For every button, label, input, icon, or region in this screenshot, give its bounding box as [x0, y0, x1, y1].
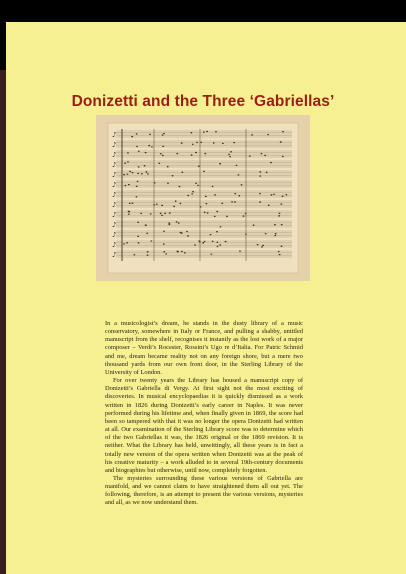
paragraph-1: In a musicologist’s dream, he stands in the dusty library of a music conservatory, somewhere in Italy or France, and pulling a shabby, untitled manuscript from the shelf, recognises it instantly as the lost work of a major composer – Verdi’s Rocester, Rossini’s Ugo re d’Italia. For Patric Schmid and me, dream became reality not on any foreign shore, but a mere two thousand yards from our own front door, in the Sterling Library of the University of London. [105, 320, 303, 376]
svg-text:♪: ♪ [112, 251, 117, 259]
svg-text:♪: ♪ [112, 221, 117, 229]
paragraph-3: The mysteries surrounding these various versions of Gabriella are manifold, and we cannot claim to have straightened them all out yet. The following, therefore, is an attempt to present the various versions, mysteries and all, as we now understand them. [105, 474, 303, 507]
music-manuscript-image [96, 115, 310, 281]
svg-text:♪: ♪ [112, 211, 117, 219]
svg-text:♪: ♪ [112, 191, 117, 199]
svg-text:♪: ♪ [112, 181, 117, 189]
svg-text:♪: ♪ [112, 131, 117, 139]
svg-text:♪: ♪ [112, 241, 117, 249]
paragraph-2: For over twenty years the Library has housed a manuscript copy of Donizetti’s Gabriella di Vergy. At first sight not the most exciting of discoveries. In musical encyclopaedias it is quickly dismissed as a work written in 1826 during Donizetti’s early career in Naples. It was never performed during his lifetime and, when finally given in 1869, the score had been so tampered with that it was no longer the opera Donizetti had written at all. Our examination of the Sterling Library score was to determine which of the two Gabriellas it was, the 1826 original or the 1869 revision. It is neither. What the Library has held, unwittingly, all these years is in fact a totally new version of the opera written when Donizetti was at the peak of his creative maturity – a work alluded to in several 19th-century documents and biographies but otherwise, until now, completely forgotten. [105, 377, 303, 474]
left-edge-strip [0, 70, 6, 574]
svg-text:♪: ♪ [112, 161, 117, 169]
svg-text:♪: ♪ [112, 141, 117, 149]
manuscript-image [96, 115, 310, 281]
article-body [105, 320, 303, 508]
svg-text:♪: ♪ [112, 171, 117, 179]
svg-text:♪: ♪ [112, 201, 117, 209]
svg-text:♪: ♪ [112, 231, 117, 239]
svg-text:♪: ♪ [112, 151, 117, 159]
page-title: Donizetti and the Three ‘Gabriellas’ [71, 93, 335, 110]
